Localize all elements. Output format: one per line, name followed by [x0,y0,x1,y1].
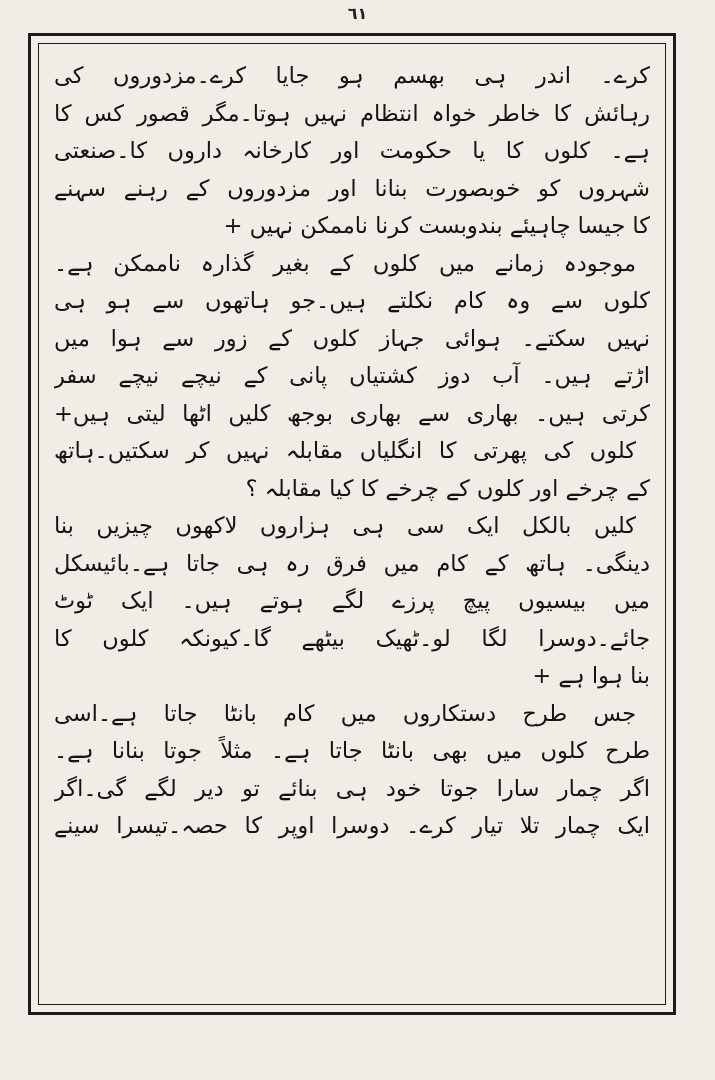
text-line: موجودہ زمانے میں کلوں کے بغیر گذارہ ناممکن ہے۔ [54,250,636,277]
text-line: کا جیسا چاہیئے بندوبست کرنا ناممکن نہیں + [223,213,650,239]
text-line: کلوں سے وہ کام نکلتے ہیں۔جو ہاتھوں سے ہو ہی [54,288,650,314]
text-line: کے چرخے اور کلوں کے چرخے کا کیا مقابلہ ؟ [245,475,650,502]
text-line: شہروں کو خوبصورت بنانا اور مزدوروں کے رہنے سہنے [54,175,650,202]
text-line: کرتی ہیں۔ بھاری سے بھاری بوجھ کلیں اٹھا لیتی ہیں+ [54,400,650,427]
text-line: جس طرح دستکاروں میں کام بانٹا جاتا ہے۔اسی [54,700,636,727]
text-line: اگر چمار سارا جوتا خود ہی بنائے تو دیر لگے گی۔اگر [54,775,650,802]
text-line: دینگی۔ ہاتھ کے کام میں فرق رہ ہی جاتا ہے۔بائیسکل [54,550,650,577]
text-line: بنا ہوا ہے + [532,663,650,689]
text-line: ایک چمار تلا تیار کرے۔ دوسرا اوپر کا حصہ۔تیسرا سینے [54,813,650,839]
text-line: کلوں کی پھرتی کا انگلیاں مقابلہ نہیں کر سکتیں۔ہاتھ [54,438,636,464]
page-number: ٦١ [347,4,368,23]
text-line: اڑتے ہیں۔ آب دوز کشتیاں پانی کے نیچے نیچے سفر [54,363,650,389]
text-line: رہائش کا خاطر خواہ انتظام نہیں ہوتا۔مگر قصور کس کا [54,100,650,127]
text-line: نہیں سکتے۔ ہوائی جہاز کلوں کے زور سے ہوا میں [54,325,650,352]
page-text [54,58,650,998]
text-line: میں بیسیوں پیچ پرزے لگے ہوتے ہیں۔ ایک ٹوٹ [54,588,650,614]
text-line: طرح کلوں میں بھی بانٹا جاتا ہے۔ مثلاً جوتا بنانا ہے۔ [54,738,650,764]
text-line: ہے۔ کلوں کا یا حکومت اور کارخانہ داروں کا۔صنعتی [54,138,650,164]
text-line: کلیں بالکل ایک سی ہی ہزاروں لاکھوں چیزیں بنا [54,513,636,539]
text-line: کرے۔ اندر ہی بھسم ہو جایا کرے۔مزدوروں کی [54,63,650,89]
text-line: جائے۔دوسرا لگا لو۔ٹھیک بیٹھے گا۔کیونکہ کلوں کا [54,625,650,652]
